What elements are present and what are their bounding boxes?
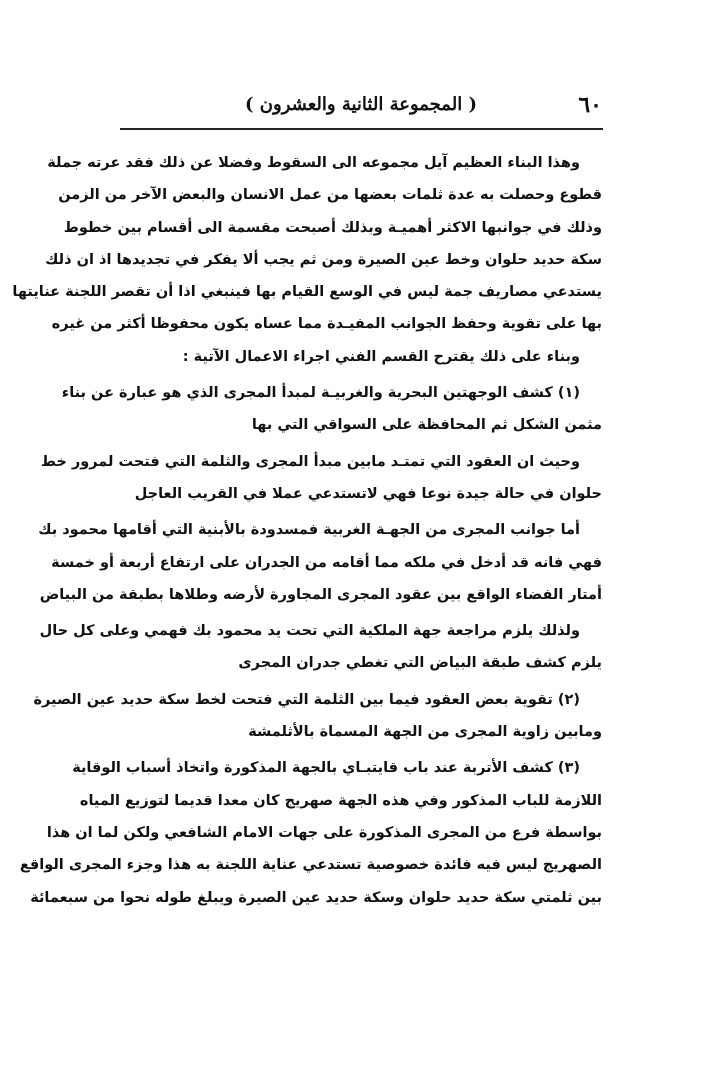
- text-line: الصهريج ليس فيه فائدة خصوصية تستدعي عناية اللجنة به هذا وجزء المجرى الواقع: [19, 857, 602, 874]
- paragraph-arches: [40, 446, 602, 511]
- text-line: سكة حديد حلوان وخط عين الصيرة ومن ثم يجب ألا يفكر في تجديدها اذ ان ذلك: [45, 251, 602, 268]
- text-line: (١) كشف الوجهتين البحرية والغربيـة لمبدأ المجرى الذي هو عبارة عن بناء: [61, 385, 580, 402]
- paragraph-proposal: [92, 341, 602, 373]
- page-header: [120, 92, 602, 126]
- text-line: أما جوانب المجرى من الجهـة الغربية فمسدودة بالأبنية التي أقامها محمود بك: [38, 522, 580, 539]
- text-line: يستدعي مصاريف جمة ليس في الوسع القيام بها فينبغي اذا أن تقصر اللجنة عنايتها: [12, 284, 602, 301]
- text-line: أمتار الفضاء الواقع بين عقود المجرى المجاورة لأرضه وطلاها بطبقة من البياض: [39, 586, 602, 603]
- text-line: بواسطة فرع من المجرى المذكورة على جهات الامام الشافعي ولكن لما ان هذا: [46, 824, 602, 841]
- header-divider: [120, 128, 603, 130]
- text-line: قطوع وحصلت به عدة ثلمات بعضها من عمل الانسان والبعض الآخر من الزمن: [58, 187, 602, 204]
- paragraph-west-side: [38, 514, 602, 611]
- text-line: فهي فانه قد أدخل في ملكه مما أقامه من الجدران على ارتفاع أربعة أو خمسة: [51, 554, 602, 571]
- text-line: وبناء على ذلك يقترح القسم الفني اجراء الاعمال الآتية :: [182, 348, 580, 365]
- text-line: حلوان في حالة جيدة نوعا فهي لاتستدعي عملا في القريب العاجل: [134, 485, 602, 502]
- page-number: ٦٠: [578, 92, 602, 118]
- text-line: بها على تقوية وحفظ الجوانب المفيـدة مما عساه يكون محفوظا أكثر من غيره: [51, 316, 602, 333]
- text-line: (٢) تقوية بعض العقود فيما بين الثلمة التي فتحت لخط سكة حديد عين الصيرة: [33, 691, 580, 708]
- text-line: اللازمة للباب المذكور وفي هذه الجهة صهريج كان معدا قديما لتوزيع المياه: [79, 792, 602, 809]
- text-line: وحيث ان العقود التي تمتـد مابين مبدأ المجرى والثلمة التي فتحت لمرور خط: [40, 453, 580, 470]
- text-line: ولذلك يلزم مراجعة جهة الملكية التي تحت يد محمود بك فهمي وعلى كل حال: [39, 623, 580, 640]
- text-line: وهذا البناء العظيم آيل مجموعه الى السقوط وفضلا عن ذلك فقد عرته جملة: [47, 155, 580, 171]
- text-line: مثمن الشكل ثم المحافظة على السواقي التي بها: [251, 417, 602, 434]
- running-title: ( المجموعة الثانية والعشرون ): [245, 94, 477, 115]
- paragraph-item-2: [33, 684, 602, 749]
- paragraph-item-1: [61, 377, 602, 442]
- paragraph-ownership: [39, 615, 602, 680]
- text-line: ومابين زاوية المجرى من الجهة المسماة بالأثلمشة: [248, 724, 602, 741]
- text-line: (٣) كشف الأتربة عند باب قايتبـاي بالجهة المذكورة واتخاذ أسباب الوقاية: [72, 760, 580, 777]
- paragraph-item-3: [19, 752, 602, 913]
- text-line: يلزم كشف طبقة البياض التي تغطي جدران المجرى: [238, 655, 602, 672]
- text-line: بين ثلمتي سكة حديد حلوان وسكة حديد عين الصيرة ويبلغ طوله نحوا من سبعمائة: [30, 889, 602, 906]
- body-text: [12, 147, 602, 914]
- paragraph-intro: [12, 147, 602, 341]
- text-line: وذلك في جوانبها الاكثر أهميـة وبذلك أصبحت مقسمة الى أقسام بين خطوط: [63, 219, 602, 236]
